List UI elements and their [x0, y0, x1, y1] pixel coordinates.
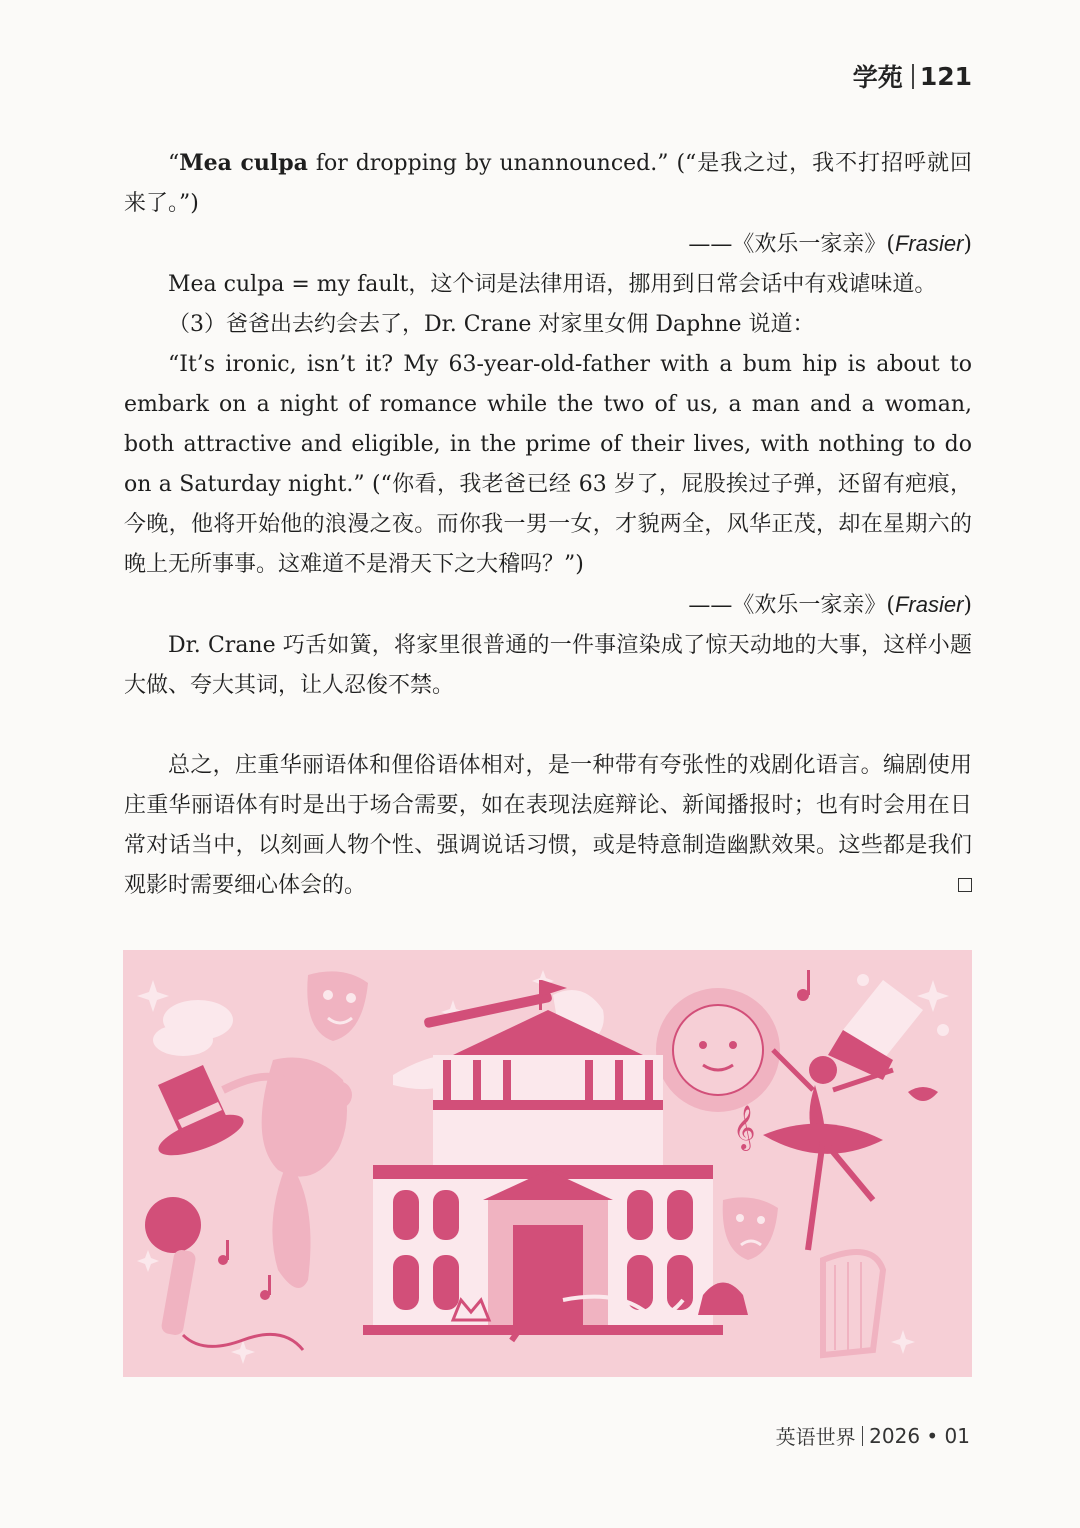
- source-close: ): [963, 232, 972, 257]
- source-text: ——《欢乐一家亲》(: [688, 593, 895, 618]
- source-citation-1: [124, 224, 972, 265]
- treble-clef-icon: 𝄞: [733, 1105, 756, 1149]
- open-quote: “: [168, 151, 180, 176]
- source-title: Frasier: [894, 231, 964, 256]
- source-text: ——《欢乐一家亲》(: [688, 232, 895, 257]
- article-body: [124, 143, 972, 906]
- magazine-name: 英语世界: [775, 1425, 856, 1449]
- bold-term: Mea culpa: [179, 150, 308, 176]
- illustration-svg: [123, 950, 972, 1377]
- page-footer: [776, 1421, 970, 1450]
- source-citation-2: [124, 585, 972, 626]
- header-divider: [912, 64, 914, 89]
- quote-paragraph-1: [124, 143, 972, 224]
- issue-number: 2026 • 01: [869, 1423, 970, 1448]
- conclusion-text: 总之，庄重华丽语体和俚俗语体相对，是一种带有夸张性的戏剧化语言。编剧使用庄重华丽语体有时是出于场合需要，如在表现法庭辩论、新闻播报时；也有时会用在日常对话当中，以刻画人物个性、强调说话习惯，或是特意制造幽默效果。这些都是我们观影时需要细心体会的。: [124, 753, 972, 898]
- page-number: 121: [919, 61, 972, 91]
- sun-icon: [656, 988, 780, 1112]
- page-header: [853, 58, 972, 94]
- quote-paragraph-2: “It’s ironic, isn’t it? My 63-year-old-father with a bum hip is about to embark on a night of romance while the two of us, a man and a woman, both attractive and eligible, in the prime of their lives, with nothing to do on a Saturday night.” (“你看，我老爸已经 63 岁了，屁股挨过子弹，还留有疤痕，今晚，他将开始他的浪漫之夜。而你我一男一女，才貌两全，风华正茂，却在星期六的晚上无所事事。这难道不是滑天下之大稽吗？”): [124, 352, 972, 577]
- section-title: 学苑: [852, 63, 903, 92]
- commentary-paragraph: Dr. Crane 巧舌如簧，将家里很普通的一件事渲染成了惊天动地的大事，这样小题大做、夸大其词，让人忍俊不禁。: [124, 633, 972, 698]
- paragraph-spacer: [124, 706, 972, 746]
- explanation-paragraph: Mea culpa = my fault，这个词是法律用语，挪用到日常会话中有戏谑味道。: [168, 272, 937, 297]
- footer-divider: [862, 1426, 864, 1446]
- theater-illustration: [123, 950, 972, 1377]
- quote-text: for dropping by unannounced.” (“是我之过，我不打招呼就回来了。”): [124, 151, 972, 216]
- example-intro: （3）爸爸出去约会去了，Dr. Crane 对家里女佣 Daphne 说道：: [168, 312, 815, 337]
- source-close: ): [963, 593, 972, 618]
- conclusion-paragraph: [124, 746, 972, 906]
- end-mark-icon: [958, 878, 972, 892]
- source-title: Frasier: [894, 592, 964, 617]
